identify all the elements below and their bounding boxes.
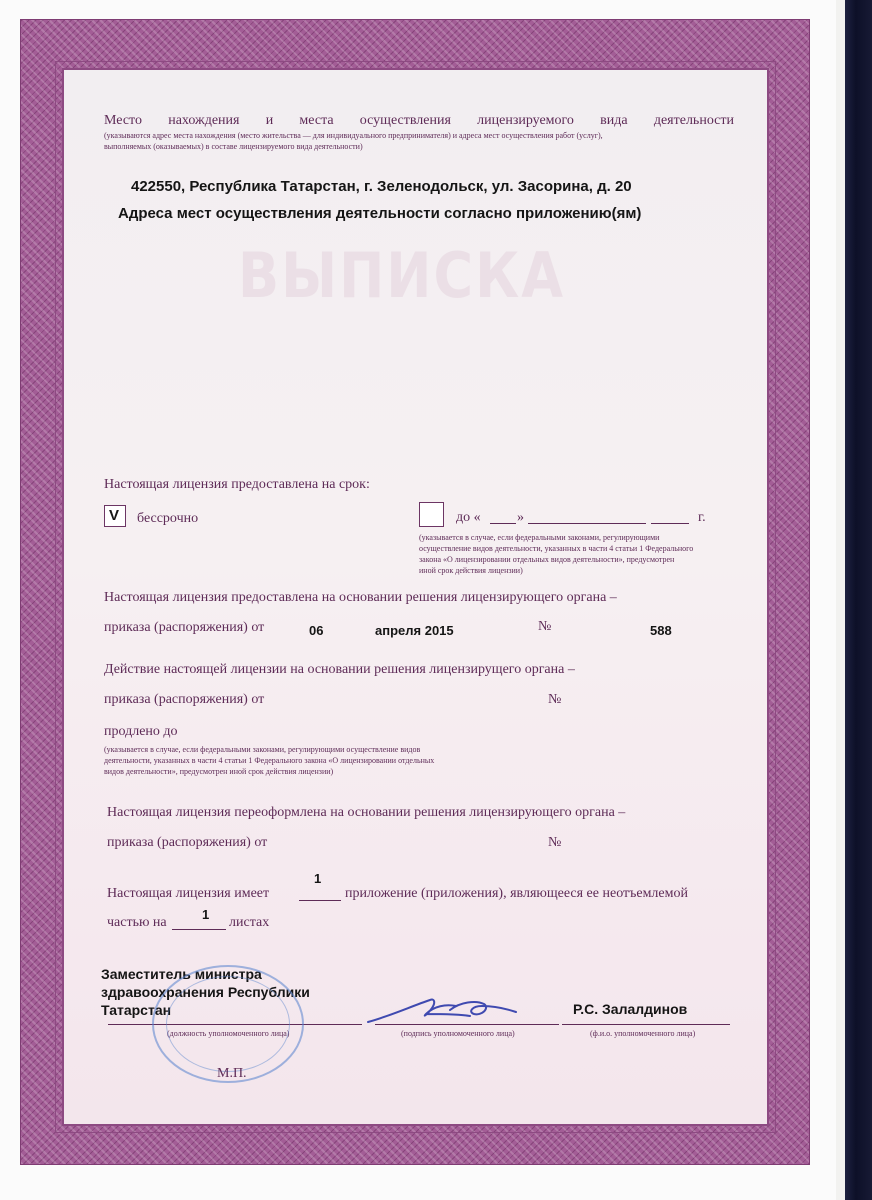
basis-month-year: апреля 2015 [375, 623, 454, 638]
reissue-label: Настоящая лицензия переоформлена на основании решения лицензирующего органа – [107, 805, 626, 820]
addresses-note: Адреса мест осуществления деятельности согласно приложению(ям) [118, 205, 642, 222]
reissue-order-label: приказа (распоряжения) от [107, 835, 268, 850]
until-middle: » [517, 510, 524, 525]
location-note-line1: (указываются адрес места нахождения (место жительства — для индивидуального предпринимателя) и адреса мест осуществления работ (услуг), [104, 131, 603, 140]
signature-line [375, 1024, 559, 1025]
attachments-text-after: приложение (приложения), являющееся ее неотъемлемой [345, 886, 688, 901]
signature-caption: (подпись уполномоченного лица) [401, 1029, 515, 1038]
signatory-name: Р.С. Залалдинов [573, 1001, 688, 1017]
until-note-1: (указывается в случае, если федеральными законами, регулирующими [419, 533, 660, 542]
sheets-count: 1 [202, 907, 210, 922]
until-suffix: г. [698, 510, 706, 525]
sheets-count-line [172, 929, 226, 930]
attachments-count: 1 [314, 871, 322, 886]
basis-day: 06 [309, 623, 324, 638]
name-line [562, 1024, 730, 1025]
watermark: ВЫПИСКА [238, 239, 566, 312]
part-prefix: частью на [107, 915, 167, 930]
extension-order-label: приказа (распоряжения) от [104, 692, 265, 707]
basis-order-label: приказа (распоряжения) от [104, 620, 265, 635]
basis-number: 588 [650, 623, 672, 638]
position-line1: Заместитель министра [101, 966, 262, 982]
extension-note-2: деятельности, указанных в части 4 статьи 1 Федерального закона «О лицензировании отдельных [104, 756, 435, 765]
extension-note-1: (указывается в случае, если федеральными законами, регулирующими осуществление видов [104, 745, 421, 754]
location-note-line2: выполняемых (оказываемых) в составе лицензируемого вида деятельности) [104, 142, 363, 151]
extended-until-label: продлено до [104, 724, 178, 739]
reissue-number-sign: № [548, 835, 562, 850]
stamp-label: М.П. [217, 1066, 247, 1081]
name-caption: (ф.и.о. уполномоченного лица) [590, 1029, 696, 1038]
extension-note-3: видов деятельности», предусмотрен иной срок действия лицензии) [104, 767, 334, 776]
until-note-4: иной срок действия лицензии) [419, 566, 523, 575]
term-label: Настоящая лицензия предоставлена на срок: [104, 477, 370, 492]
location-heading: Место нахождения и места осуществления лицензируемого вида деятельности [104, 113, 734, 128]
dark-edge [845, 0, 872, 1200]
official-seal-inner [166, 976, 290, 1072]
until-prefix: до « [456, 510, 481, 525]
extension-number-sign: № [548, 692, 562, 707]
signature-scribble [360, 992, 550, 1032]
perpetual-label: бессрочно [137, 511, 199, 526]
basis-label: Настоящая лицензия предоставлена на основании решения лицензирующего органа – [104, 590, 617, 605]
attachments-count-line [299, 900, 341, 901]
until-note-2: осуществление видов деятельности, указанных в части 4 статьи 1 Федерального [419, 544, 694, 553]
attachments-text-before: Настоящая лицензия имеет [107, 886, 270, 901]
sheets-label: листах [229, 915, 270, 930]
until-note-3: закона «О лицензировании отдельных видов деятельности», предусмотрен [419, 555, 675, 564]
until-day-line [490, 523, 516, 524]
position-caption: (должность уполномоченного лица) [167, 1029, 290, 1038]
basis-number-sign: № [538, 619, 552, 634]
perpetual-checkbox[interactable] [104, 505, 126, 527]
position-line3: Татарстан [101, 1002, 172, 1018]
address: 422550, Республика Татарстан, г. Зеленодольск, ул. Засорина, д. 20 [131, 178, 632, 195]
extension-label: Действие настоящей лицензии на основании решения лицензирущего органа – [104, 662, 575, 677]
term-until-checkbox[interactable] [419, 502, 444, 527]
checkmark: V [109, 507, 120, 524]
position-line2: здравоохранения Республики [101, 984, 310, 1000]
until-month-line [528, 523, 646, 524]
until-year-line [651, 523, 689, 524]
